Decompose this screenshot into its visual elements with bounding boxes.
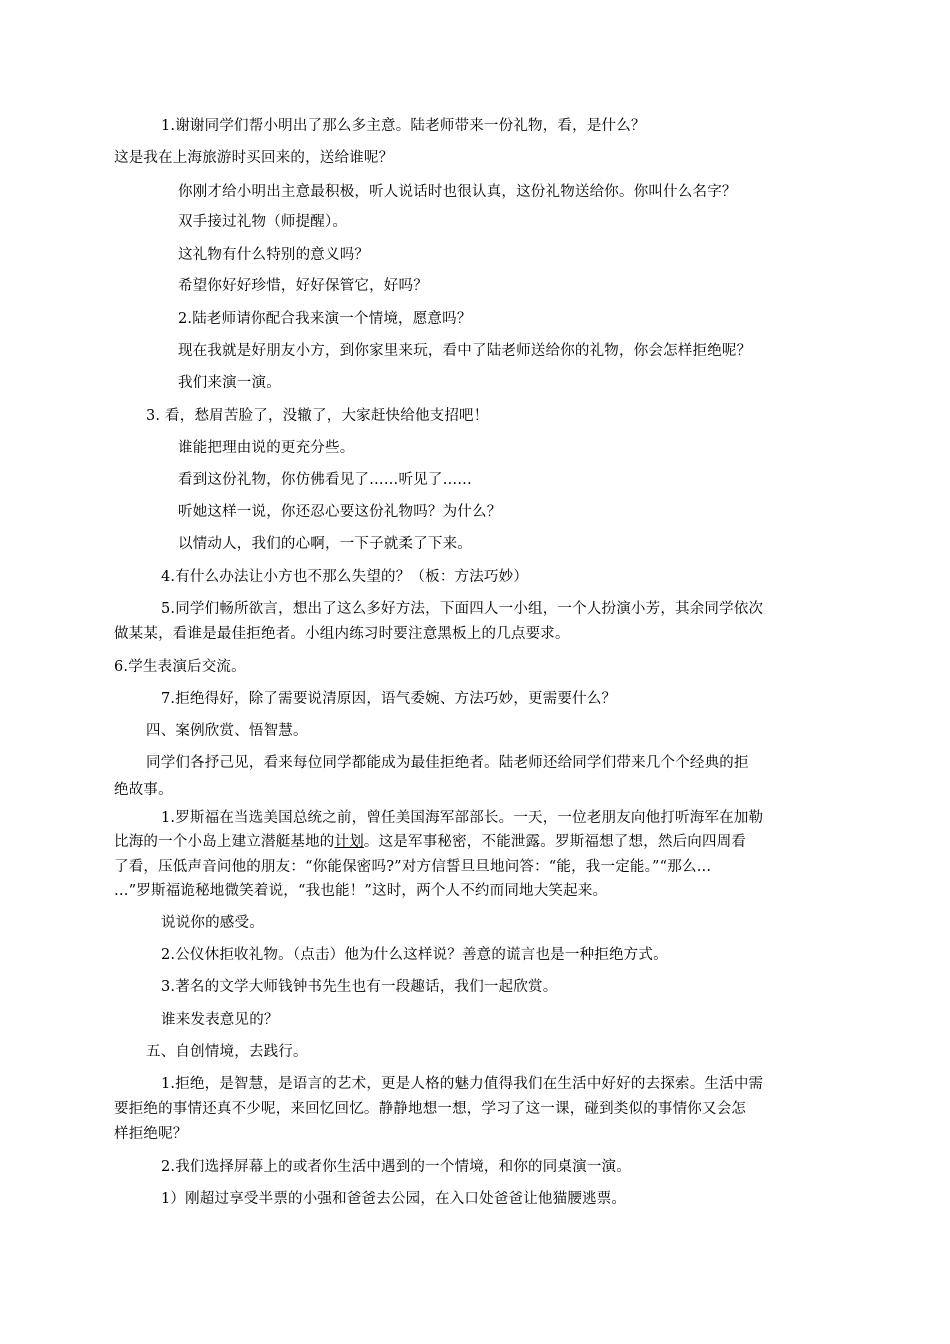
text-line: 2.陆老师请你配合我来演一个情境，愿意吗？ bbox=[178, 311, 472, 327]
text-line: 4.有什么办法让小方也不那么失望的？（板：方法巧妙） bbox=[161, 569, 529, 585]
text-line: 听她这样一说，你还忍心要这份礼物吗？为什么？ bbox=[178, 504, 502, 520]
text-line: 样拒绝呢？ bbox=[114, 1126, 188, 1142]
text-line: 1.拒绝，是智慧，是语言的艺术，更是人格的魅力值得我们在生活中好好的去探索。生活中需 bbox=[161, 1076, 764, 1092]
text-line: 1.谢谢同学们帮小明出了那么多主意。陆老师带来一份礼物，看，是什么？ bbox=[161, 118, 646, 134]
text-line: 你刚才给小明出主意最积极，听人说话时也很认真，这份礼物送给你。你叫什么名字？ bbox=[178, 184, 737, 200]
text-line: 希望你好好珍惜，好好保管它，好吗？ bbox=[178, 278, 428, 294]
text-line: 以情动人，我们的心啊，一下子就柔了下来。 bbox=[178, 536, 472, 552]
text-line: 这礼物有什么特别的意义吗？ bbox=[178, 247, 370, 263]
text-run: 。这是军事秘密，不能泄露。罗斯福想了想，然后向四周看 bbox=[363, 834, 747, 850]
text-line: 3. 看，愁眉苦脸了，没辙了，大家赶快给他支招吧！ bbox=[146, 408, 489, 424]
text-line: 绝故事。 bbox=[114, 782, 173, 798]
text-line: 2.我们选择屏幕上的或者你生活中遇到的一个情境，和你的同桌演一演。 bbox=[161, 1159, 631, 1175]
text-line: 看到这份礼物，你仿佛看见了……听见了…… bbox=[178, 472, 472, 488]
text-line: 现在我就是好朋友小方，到你家里来玩，看中了陆老师送给你的礼物，你会怎样拒绝呢？ bbox=[178, 343, 752, 359]
text-line: 双手接过礼物（师提醒）。 bbox=[178, 214, 348, 230]
text-line: 2.公仪休拒收礼物。（点击）他为什么这样说？善意的谎言也是一种拒绝方式。 bbox=[161, 947, 668, 963]
text-line: 谁来发表意见的？ bbox=[161, 1012, 279, 1028]
text-run: 比海的一个小岛上建立潜艇基地的 bbox=[114, 834, 335, 850]
text-line: 说说你的感受。 bbox=[161, 915, 264, 931]
text-line: 了看，压低声音问他的朋友：“你能保密吗?”对方信誓旦旦地问答：“能，我一定能。”“那么… bbox=[114, 859, 712, 875]
text-line: 要拒绝的事情还真不少呢，来回忆回忆。静静地想一想，学习了这一课，碰到类似的事情你又会怎 bbox=[114, 1101, 747, 1117]
text-line: 3.著名的文学大师钱钟书先生也有一段趣话，我们一起欣赏。 bbox=[161, 979, 558, 995]
section-heading: 五、自创情境，去践行。 bbox=[146, 1044, 308, 1060]
text-line: 5.同学们畅所欲言，想出了这么多好方法，下面四人一小组，一个人扮演小芳，其余同学依次 bbox=[161, 601, 764, 617]
underlined-word: 计划 bbox=[334, 834, 364, 850]
text-line bbox=[114, 832, 746, 852]
text-line: 做某某，看谁是最佳拒绝者。小组内练习时要注意黑板上的几点要求。 bbox=[114, 626, 570, 642]
text-line: 7.拒绝得好，除了需要说清原因，语气委婉、方法巧妙，更需要什么？ bbox=[161, 691, 617, 707]
text-line: 我们来演一演。 bbox=[178, 375, 281, 391]
text-line: 同学们各抒己见，看来每位同学都能成为最佳拒绝者。陆老师还给同学们带来几个个经典的拒 bbox=[146, 755, 749, 771]
text-line: 6.学生表演后交流。 bbox=[114, 659, 246, 675]
section-heading: 四、案例欣赏、悟智慧。 bbox=[146, 723, 308, 739]
text-line: 1.罗斯福在当选美国总统之前，曾任美国海军部部长。一天，一位老朋友向他打听海军在加勒 bbox=[161, 810, 764, 826]
text-line: 1）刚超过享受半票的小强和爸爸去公园，在入口处爸爸让他猫腰逃票。 bbox=[161, 1191, 627, 1207]
text-line: 谁能把理由说的更充分些。 bbox=[178, 440, 355, 456]
text-line: 这是我在上海旅游时买回来的，送给谁呢？ bbox=[114, 150, 394, 166]
text-line: …”罗斯福诡秘地微笑着说，“我也能！”这时，两个人不约而同地大笑起来。 bbox=[114, 883, 608, 899]
